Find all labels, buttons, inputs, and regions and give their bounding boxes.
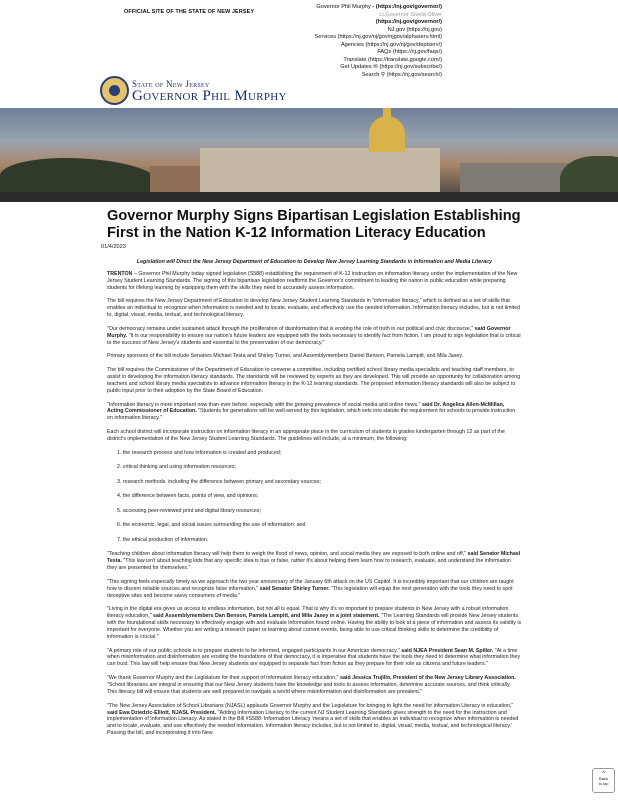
state-name: State of New Jersey bbox=[132, 79, 210, 89]
governor-url[interactable]: (https://nj.gov/governor/) bbox=[375, 4, 442, 10]
brand-header[interactable] bbox=[100, 76, 520, 108]
paragraph: "A primary role of our public schools is to prepare students to be informed, engaged participants in our American democracy," said NJEA President Sean M. Spiller. "At a time when misinformation and disinformation are eroding the foundations of that democracy, it is imperative that students have the tools they need to determine what information they can trust. This law will help ensure that New Jersey students are equipped to separate fact from fiction as they prepare for their role as citizens and future leaders." bbox=[107, 647, 520, 668]
governor-name: Governor Phil Murphy bbox=[132, 88, 287, 104]
top-utility-bar bbox=[0, 0, 618, 78]
hero-street bbox=[0, 192, 618, 202]
paragraph: "The New Jersey Association of School Librarians (NJASL) applauds Governor Murphy and the Legislature for bringing to light the need for information Literacy in education," said Ewa Dziedzic-Elliott, NJASL President. "Adding Information Literacy to the current NJ Student Learning Standards gives strength to the need for the instruction and implementation of Information Literacy. As stated in the Bill #S588: Information Literacy 'means a set of skills that enables an individual to recognize when information is needed and to locate, evaluate, and use effectively the needed information. Information literacy includes, but is not limited to, digital, visual, media, textual, and technological literacy.' Passing the bill, and incorporating it into New bbox=[107, 702, 519, 737]
arrow-up-icon: ^ bbox=[602, 771, 605, 777]
list-item: 3. research methods, including the difference between primary and secondary sources; bbox=[117, 478, 321, 485]
paragraph: "Teaching children about information literacy will help them to weigh the flood of news, opinion, and social media they are exposed to both online and off," said Senator Michael Testa. "This law isn't about teaching kids that any specific idea is true or false, rather it's about helping them learn how to research, evaluate, and understand the information they are presented for themselves." bbox=[107, 551, 521, 572]
guidelines-list bbox=[107, 450, 522, 544]
lt-governor-url[interactable]: (https://nj.gov/governor/) bbox=[375, 19, 442, 25]
article-title: Governor Murphy Signs Bipartisan Legislation Establishing First in the Nation K-12 Information Literacy Education bbox=[107, 208, 521, 241]
util-link-agencies[interactable]: Agencies (https://nj.gov/nj/gov/deptserv/) bbox=[340, 41, 442, 48]
util-link-faqs[interactable]: FAQs (https://nj.gov/faqs/) bbox=[377, 49, 442, 55]
brand-text bbox=[132, 79, 287, 105]
list-item: 5. accessing peer-reviewed print and digital library resources; bbox=[117, 507, 261, 514]
article-body bbox=[107, 259, 522, 744]
paragraph: Primary sponsors of the bill include Senators Michael Testa and Shirley Turner, and Assemblymembers Daniel Benson, Pamela Lampitt, and Mila Jasey. bbox=[107, 353, 464, 360]
back-to-top-label: Back bbox=[599, 776, 608, 781]
article-subtitle: Legislation will Direct the New Jersey Department of Education to Develop New Jersey Learning Standards in Information and Media Literacy bbox=[136, 259, 493, 265]
hero-image-capitol bbox=[0, 108, 618, 202]
search-label: Search bbox=[361, 71, 380, 78]
paragraph: "We thank Governor Murphy and the Legislature for their support of information literacy education," said Jessica Trujillo, President of the New Jersey Library Association. "School librarians are integral in ensuring that our New Jersey students have the knowledge and tools to assess information, determine accurate sources, and think critically. This literacy bill will ensure that students are well prepared to navigate a world where misinformation and disinformation are prevalent." bbox=[107, 675, 516, 695]
governor-link[interactable]: Governor Phil Murphy bbox=[316, 4, 371, 10]
state-seal-icon bbox=[100, 76, 129, 105]
paragraph: "Living in the digital era gives us access to endless information, but not all is equal. That is why it's so important to prepare students in New Jersey with a robust information literacy education," said Assemblymembers Dan Benson, Pamela Lampitt, and Mila Jasey in a joint statement. "The Learning Standards will provide New Jersey students with the foundational skills necessary to effectively engage with and evaluate information found online. Having the ability to look at a piece of information and assess its validity is important for everyone. Whether you are writing a research paper or learning about current events, being able to use critical thinking skills to determine the credibility of information is crucial." bbox=[107, 606, 522, 640]
paragraph: "Our democracy remains under sustained attack through the proliferation of disinformation that is eroding the role of truth in our political and civic discourse," said Governor Murphy. "It is our responsibility to ensure our nation's future leaders are equipped with the tools necessary to identify fact from fiction. I am proud to sign legislation that is critical to the success of New Jersey's students and essential to the preservation of our democracy." bbox=[107, 325, 521, 346]
get-updates-link[interactable] bbox=[315, 64, 442, 72]
list-item: 2. critical thinking and using information resources; bbox=[117, 464, 236, 471]
paragraph: "Information literacy is more important now than ever before, especially with the growing prevalence of social media and online news," said Dr. Angelica Allen-McMillan, Acting Commissioner of Education. "Students for generations will be well-served by this legislation, which sets into statute the requirement for schools to provide instruction on information literacy." bbox=[107, 401, 516, 422]
util-link-translate[interactable]: Translate (https://translate.google.com/) bbox=[343, 56, 442, 63]
paragraph: The bill requires the Commissioner of the Department of Education to convene a committee, including certified school library media specialists and teaching staff members, to assist in developing the information literacy standards. The standards will be reviewed by experts as they are developed. This will provide an opportunity for collaboration among teachers and school library media specialists to advance information literacy in the K-12 learning standards. The proposed information literacy standards will also be subject to public input prior to their adoption by the State Board of Education. bbox=[107, 367, 521, 394]
back-to-top-label-2: to top bbox=[598, 780, 609, 786]
official-site-label: OFFICIAL SITE OF THE STATE OF NEW JERSEY bbox=[124, 9, 255, 15]
search-icon: ⚲ bbox=[380, 71, 386, 78]
paragraph: TRENTON – Governor Phil Murphy today signed legislation (S588) establishing the requirement of K-12 instruction on information literacy under the implementation of the New Jersey Student Learning Standards. The signing of this bipartisan legislation reaffirms the Governor's commitment to leading the nation in public education while preparing students for lifelong learning by equipping them with the skills they need to accurately assess information. bbox=[107, 270, 518, 291]
util-link-services[interactable]: Services (https://nj.gov/nj/gov/njgov/alphaserv.html) bbox=[314, 34, 442, 40]
util-link-njgov[interactable]: NJ.gov (https://nj.gov) bbox=[387, 26, 442, 33]
paragraph: "This signing feels especially timely as we approach the two year anniversary of the January 6th attack on the US Capitol. It is incredibly important that our children are taught how to discern reliable sources and recognize false information," said Senator Shirley Turner. "This legislation will equip the next generation with the tools they need to spot deceptive sites and become savvy consumers of media." bbox=[107, 578, 514, 599]
paragraph: Each school district will incorporate instruction on information literacy in an appropriate place in the curriculum of students in grades kindergarten through 12 as part of the district's implementation of the New Jersey Student Learning Standards. The guidelines will include, at a minimum, the following: bbox=[107, 429, 505, 442]
list-item: 4. the difference between facts, points of view, and opinions; bbox=[117, 493, 259, 500]
list-item: 6. the economic, legal, and social issues surrounding the use of information; and bbox=[117, 522, 306, 529]
back-to-top-button[interactable] bbox=[592, 768, 615, 793]
lt-governor-link[interactable]: Lt.Governor Sheila Oliver bbox=[379, 11, 442, 18]
list-item: 1. the research process and how information is created and produced; bbox=[117, 449, 282, 456]
article-date: 01/4/2023 bbox=[101, 244, 126, 250]
envelope-icon: ✉ bbox=[373, 64, 378, 70]
paragraph: The bill requires the New Jersey Department of Education to develop New Jersey Student Learning Standards in "information literacy," which is defined as a set of skills that enables an individual to recognize when information is needed and to locate, evaluate, and effectively use the needed information. Information literacy includes, but is not limited to, digital, visual, media, textual, and technological literacy. bbox=[107, 298, 521, 319]
utility-links: Governor Phil Murphy - (https://nj.gov/governor/) Lt.Governor Sheila Oliver (https://nj.gov/governor/) NJ.gov (https://nj.gov) Services (https://nj.gov/nj/gov/njgov/alphaserv.html) Agencies (https://nj.gov/nj/gov/deptserv/) FAQs (https://nj.gov/faqs/) Translate (https://translate.google.com/) Get Updates ✉ (https://nj.gov/subscribe/) Search ⚲ (https://nj.gov/search/) bbox=[314, 4, 442, 78]
hero-golden-dome bbox=[369, 116, 405, 152]
get-updates-label: Get Updates bbox=[340, 64, 372, 70]
search-url: (https://nj.gov/search/) bbox=[386, 71, 442, 78]
get-updates-url: (https://nj.gov/subscribe/) bbox=[379, 64, 442, 70]
list-item: 7. the ethical production of information. bbox=[117, 536, 209, 543]
